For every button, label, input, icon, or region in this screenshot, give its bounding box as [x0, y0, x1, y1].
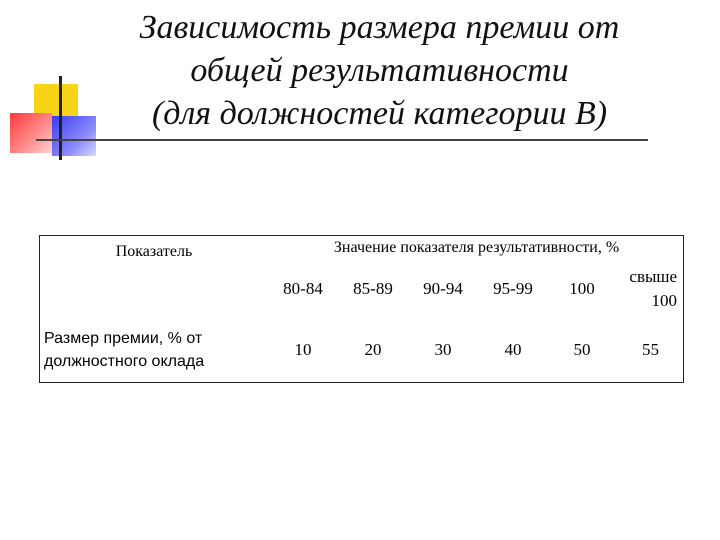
column-header: 80-84 — [283, 279, 323, 299]
table-cell: 30 — [434, 340, 452, 360]
row-label-line-2: должностного оклада — [44, 353, 205, 371]
column-header: 100 — [569, 279, 595, 299]
column-header: 90-94 — [423, 279, 463, 299]
logo-vertical-line — [59, 76, 62, 160]
table-cell: 40 — [504, 340, 522, 360]
table-cell: 55 — [642, 340, 660, 360]
title-line-2: общей результативности — [190, 52, 569, 89]
column-header: 95-99 — [493, 279, 533, 299]
table-cell: 20 — [364, 340, 382, 360]
column-header-above-100 — [616, 261, 685, 317]
row-label — [40, 318, 268, 383]
title-line-1: Зависимость размера премии от — [139, 9, 620, 46]
title-line-3: (для должностей категории В) — [151, 95, 608, 132]
group-header: Значение показателя результативности, % — [333, 239, 620, 257]
table-row — [40, 318, 685, 383]
bonus-table — [40, 235, 685, 383]
column-header-line: 100 — [651, 291, 678, 311]
table-cell: 10 — [294, 340, 312, 360]
column-header-line: свыше — [629, 267, 678, 287]
column-header: 85-89 — [353, 279, 393, 299]
slide-title — [92, 6, 667, 135]
logo-red-square — [10, 113, 52, 153]
row-label-line-1: Размер премии, % от — [44, 330, 203, 348]
table-cell: 50 — [573, 340, 591, 360]
title-underline — [36, 139, 648, 141]
indicator-header: Показатель — [115, 243, 193, 260]
